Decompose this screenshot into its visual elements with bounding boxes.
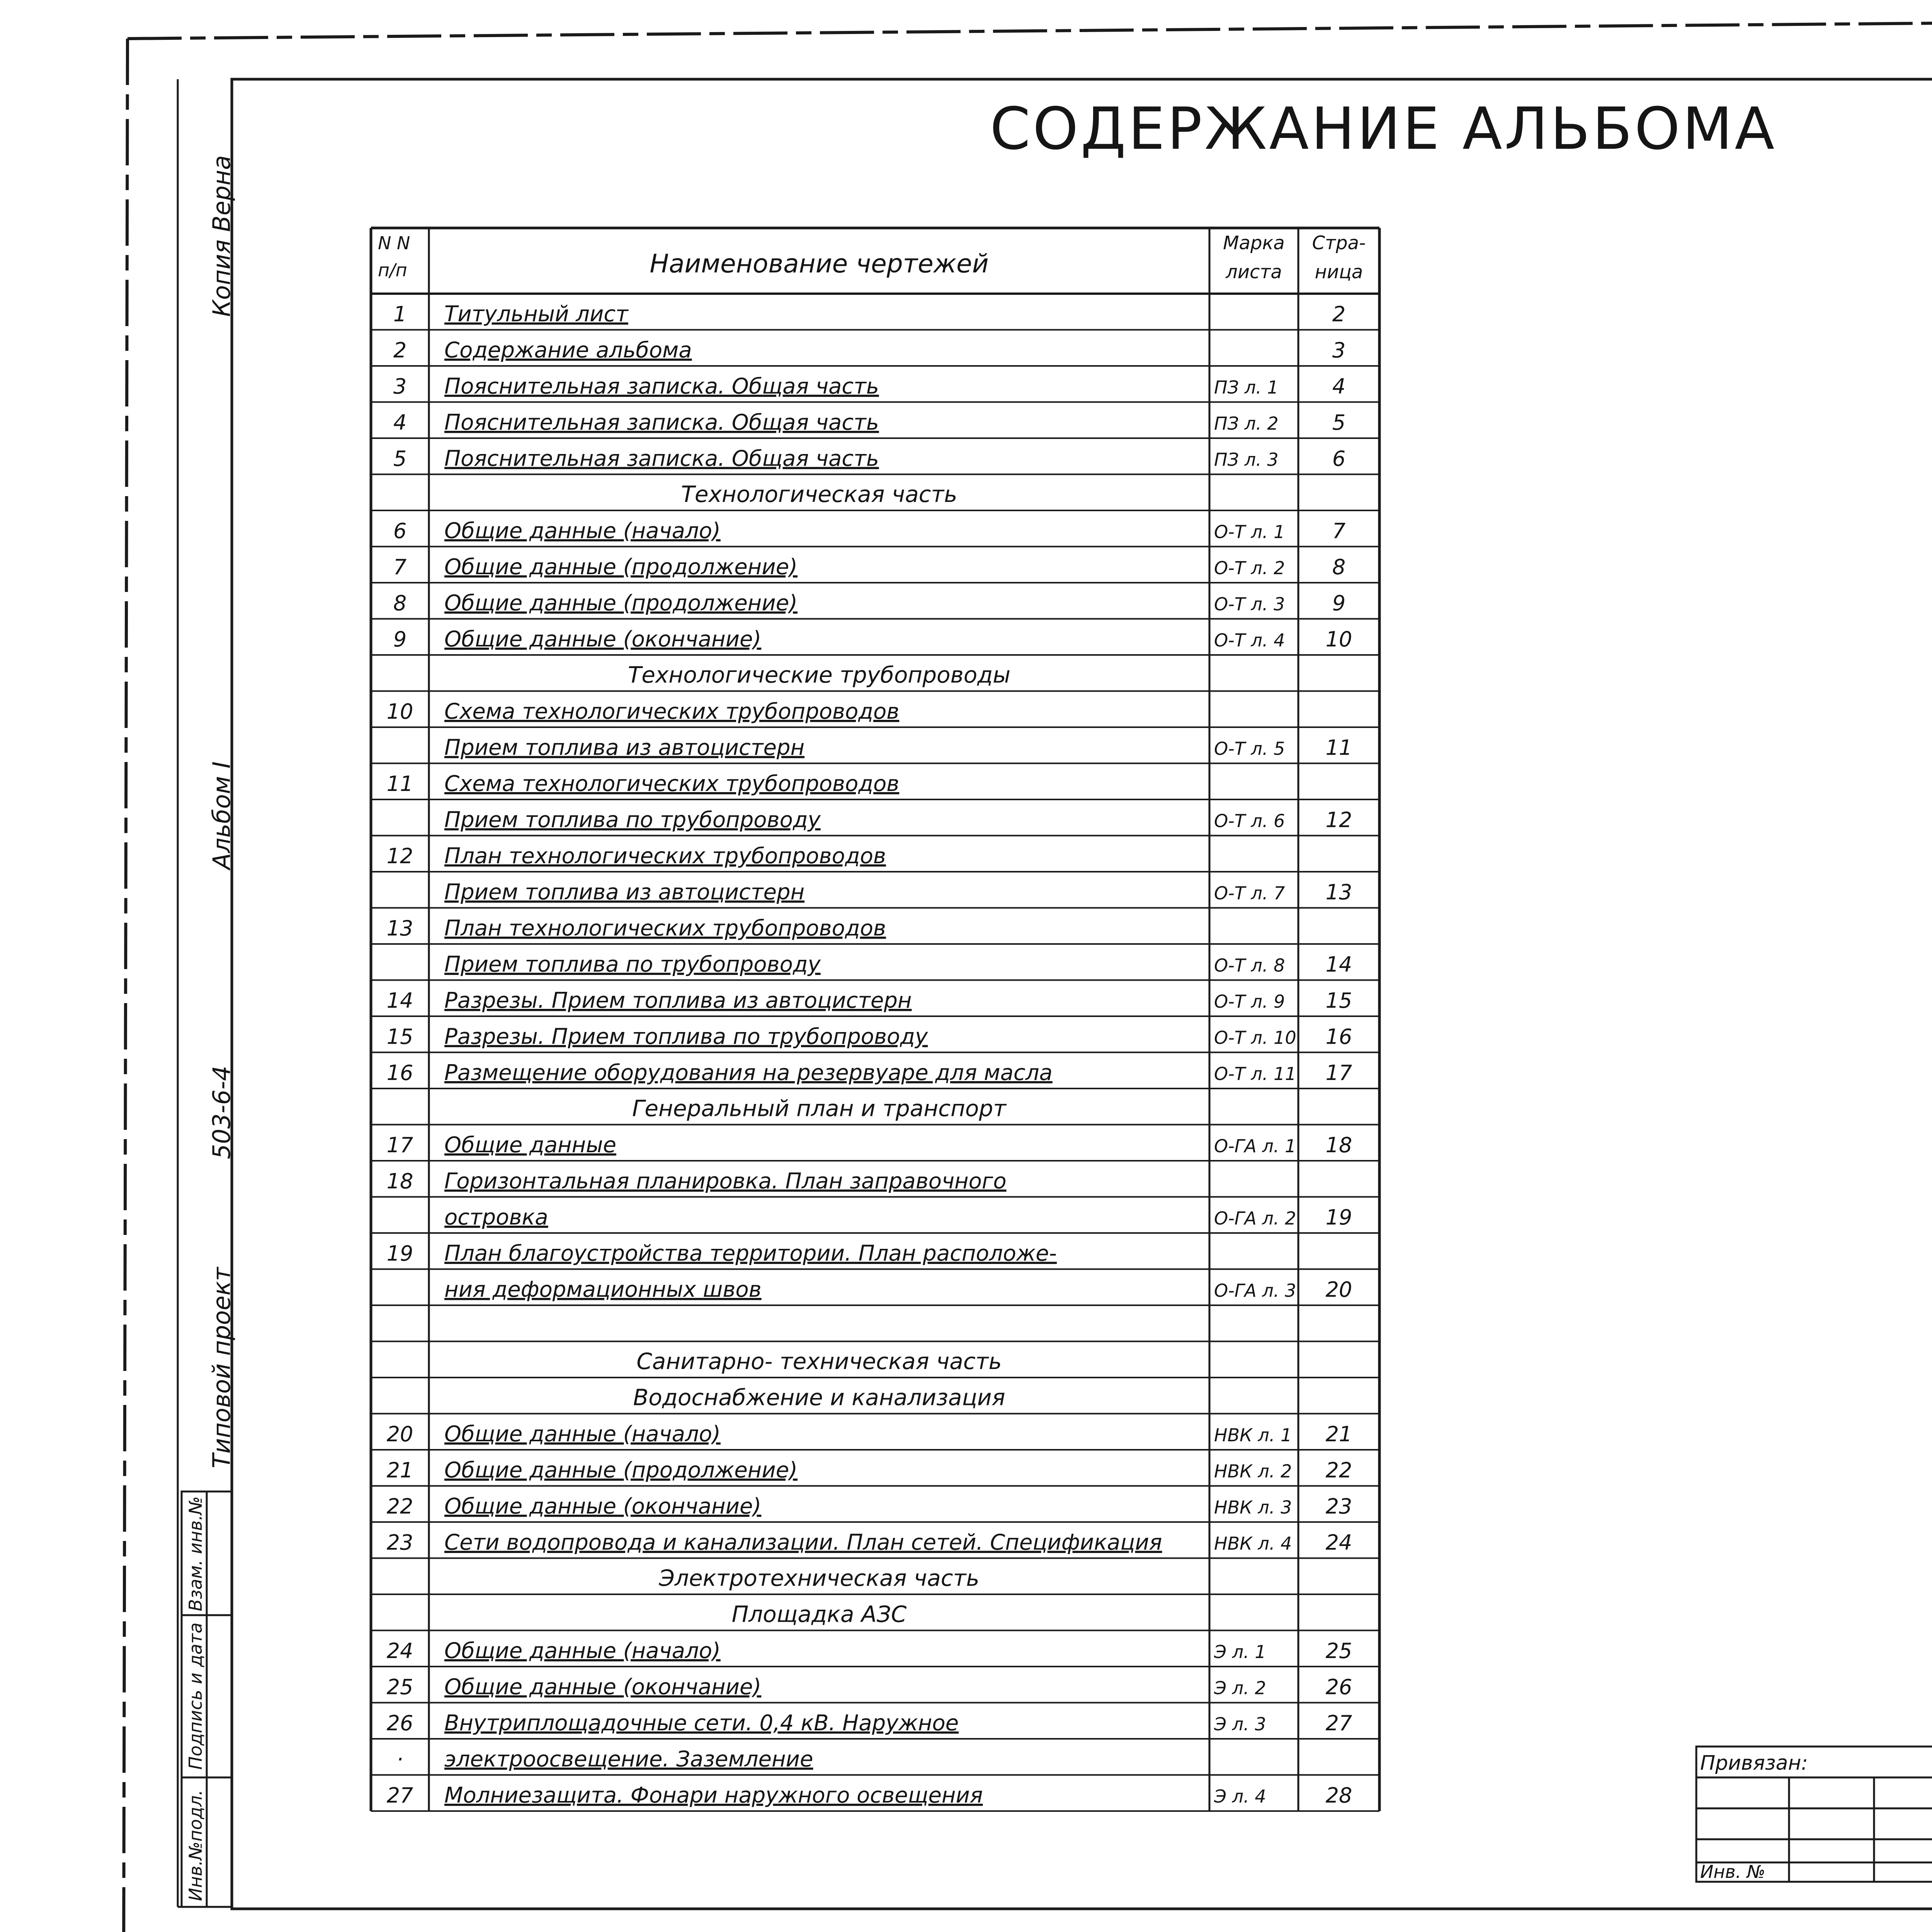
- row-name: Общие данные (окончание): [444, 1494, 762, 1519]
- row-num: 10: [386, 699, 413, 724]
- row-num: 25: [386, 1675, 413, 1699]
- row-name: электроосвещение. Заземление: [444, 1747, 813, 1772]
- row-page: 4: [1332, 374, 1346, 399]
- row-name: Общие данные (продолжение): [444, 1458, 798, 1483]
- row-page: 20: [1325, 1277, 1352, 1302]
- row-page: 8: [1332, 555, 1346, 579]
- row-name: Пояснительная записка. Общая часть: [444, 446, 879, 471]
- row-page: 14: [1325, 952, 1352, 977]
- row-page: 19: [1325, 1205, 1352, 1230]
- row-name: План благоустройства территории. План расположе-: [444, 1241, 1057, 1266]
- row-name: Общие данные (окончание): [444, 1674, 762, 1700]
- row-name: Внутриплощадочные сети. 0,4 кВ. Наружное: [444, 1711, 959, 1736]
- row-mark: НВК л. 1: [1214, 1425, 1292, 1446]
- row-num: 13: [386, 916, 413, 940]
- row-mark: Э л. 3: [1214, 1714, 1266, 1735]
- row-name: островка: [444, 1205, 548, 1230]
- row-section-title: Технологическая часть: [681, 481, 957, 507]
- row-num: ·: [396, 1747, 403, 1772]
- row-page: 10: [1325, 627, 1352, 651]
- row-page: 6: [1332, 446, 1346, 471]
- row-name: Общие данные (продолжение): [444, 590, 798, 616]
- row-mark: О-Т л. 7: [1214, 883, 1285, 904]
- row-name: План технологических трубопроводов: [444, 916, 886, 941]
- row-name: Горизонтальная планировка. План заправочного: [444, 1168, 1007, 1194]
- row-num: 11: [386, 772, 413, 796]
- row-mark: О-ГА л. 3: [1214, 1280, 1296, 1301]
- row-mark: НВК л. 4: [1214, 1533, 1292, 1554]
- row-name: Общие данные (начало): [444, 518, 721, 544]
- row-num: 1: [393, 302, 407, 327]
- row-mark: Э л. 1: [1214, 1641, 1266, 1662]
- row-mark: О-Т л. 10: [1214, 1027, 1296, 1048]
- row-name: Пояснительная записка. Общая часть: [444, 410, 879, 435]
- row-page: 27: [1325, 1711, 1352, 1735]
- row-num: 14: [386, 988, 413, 1013]
- row-num: 4: [393, 410, 407, 435]
- side-label-album: Альбом I: [207, 761, 236, 869]
- row-mark: О-Т л. 8: [1214, 955, 1285, 976]
- row-num: 9: [393, 627, 407, 651]
- header-mark-2: листа: [1226, 261, 1282, 283]
- row-section-title: Водоснабжение и канализация: [633, 1384, 1005, 1411]
- row-mark: О-ГА л. 1: [1214, 1136, 1296, 1156]
- side-label-copy: Копия Верна: [207, 155, 236, 317]
- row-page: 16: [1325, 1024, 1352, 1049]
- row-name: Общие данные (начало): [444, 1422, 721, 1447]
- header-num-2: п/п: [378, 260, 407, 281]
- page-title: СОДЕРЖАНИЕ АЛЬБОМА: [990, 95, 1777, 163]
- row-mark: О-Т л. 9: [1214, 991, 1285, 1012]
- row-num: 27: [386, 1783, 413, 1808]
- row-page: 11: [1325, 735, 1352, 760]
- row-num: 2: [393, 338, 407, 362]
- row-mark: О-Т л. 11: [1214, 1063, 1296, 1084]
- row-num: 12: [386, 844, 413, 868]
- privyazan-label: Привязан:: [1700, 1752, 1808, 1775]
- row-name: Разрезы. Прием топлива из автоцистерн: [444, 988, 912, 1013]
- row-mark: О-Т л. 3: [1214, 594, 1285, 615]
- header-num: N N: [378, 233, 410, 253]
- row-page: 5: [1332, 410, 1346, 435]
- row-name: Общие данные: [444, 1133, 616, 1158]
- row-page: 22: [1325, 1458, 1352, 1483]
- header-name: Наименование чертежей: [650, 249, 989, 279]
- row-name: Молниезащита. Фонари наружного освещения: [444, 1783, 983, 1808]
- row-page: 13: [1325, 880, 1352, 905]
- row-mark: ПЗ л. 3: [1214, 449, 1279, 470]
- row-page: 2: [1332, 302, 1346, 327]
- row-mark: ПЗ л. 2: [1214, 413, 1279, 434]
- row-num: 18: [386, 1169, 413, 1194]
- privyazan-inv-label: Инв. №: [1700, 1861, 1765, 1882]
- row-section-title: Площадка АЗС: [731, 1601, 907, 1628]
- row-num: 20: [386, 1422, 413, 1446]
- row-name: Общие данные (начало): [444, 1638, 721, 1663]
- row-page: 28: [1325, 1783, 1352, 1808]
- header-page: Стра-: [1312, 232, 1366, 254]
- row-page: 25: [1325, 1639, 1352, 1663]
- row-name: План технологических трубопроводов: [444, 844, 886, 869]
- row-page: 9: [1332, 591, 1346, 616]
- row-name: Сети водопровода и канализации. План сетей. Спецификация: [444, 1530, 1162, 1555]
- row-section-title: Генеральный план и транспорт: [632, 1095, 1007, 1122]
- row-page: 12: [1325, 808, 1352, 832]
- row-page: 15: [1325, 988, 1352, 1013]
- row-name: Прием топлива из автоцистерн: [444, 735, 805, 760]
- row-num: 15: [386, 1024, 413, 1049]
- row-mark: О-Т л. 2: [1214, 558, 1285, 578]
- row-num: 19: [386, 1241, 413, 1266]
- row-page: 23: [1325, 1494, 1352, 1519]
- row-page: 18: [1325, 1133, 1352, 1157]
- row-page: 3: [1332, 338, 1346, 362]
- row-num: 6: [393, 519, 407, 543]
- row-page: 21: [1325, 1422, 1352, 1446]
- row-num: 16: [386, 1061, 413, 1085]
- stamp-vzam: Взам. инв.№: [185, 1496, 206, 1611]
- row-name: Титульный лист: [444, 301, 628, 327]
- row-num: 26: [386, 1711, 413, 1735]
- row-page: 24: [1325, 1530, 1352, 1555]
- row-name: Прием топлива по трубопроводу: [444, 807, 821, 833]
- row-page: 7: [1332, 519, 1346, 543]
- row-mark: НВК л. 2: [1214, 1461, 1292, 1482]
- row-num: 5: [393, 446, 407, 471]
- side-label-project: Типовой проект: [207, 1267, 236, 1468]
- row-mark: О-ГА л. 2: [1214, 1208, 1296, 1229]
- row-mark: О-Т л. 1: [1214, 521, 1285, 543]
- row-name: ния деформационных швов: [444, 1277, 762, 1302]
- row-page: 26: [1325, 1675, 1352, 1699]
- row-mark: О-Т л. 6: [1214, 810, 1285, 832]
- row-mark: ПЗ л. 1: [1214, 377, 1279, 398]
- row-num: 17: [386, 1133, 413, 1157]
- row-name: Схема технологических трубопроводов: [444, 699, 900, 724]
- row-num: 3: [393, 374, 407, 399]
- row-mark: О-Т л. 4: [1214, 630, 1285, 651]
- row-num: 23: [386, 1530, 413, 1555]
- row-name: Прием топлива из автоцистерн: [444, 879, 805, 905]
- row-name: Общие данные (окончание): [444, 627, 762, 652]
- row-mark: Э л. 4: [1214, 1786, 1266, 1807]
- row-name: Прием топлива по трубопроводу: [444, 952, 821, 977]
- row-num: 7: [393, 555, 407, 579]
- header-page-2: ница: [1315, 261, 1363, 283]
- row-name: Схема технологических трубопроводов: [444, 771, 900, 796]
- row-name: Размещение оборудования на резервуаре для масла: [444, 1060, 1053, 1085]
- row-mark: НВК л. 3: [1214, 1497, 1292, 1518]
- row-num: 24: [386, 1639, 413, 1663]
- row-num: 8: [393, 591, 407, 616]
- side-label-code: 503-6-4: [207, 1066, 236, 1159]
- header-mark: Марка: [1223, 232, 1285, 254]
- row-section-title: Технологические трубопроводы: [628, 662, 1011, 688]
- row-name: Пояснительная записка. Общая часть: [444, 374, 879, 399]
- row-num: 21: [386, 1458, 413, 1483]
- row-section-title: Санитарно- техническая часть: [636, 1348, 1002, 1374]
- row-mark: Э л. 2: [1214, 1677, 1266, 1699]
- row-name: Содержание альбома: [444, 338, 692, 363]
- row-mark: О-Т л. 5: [1214, 738, 1285, 759]
- row-num: 22: [386, 1494, 413, 1519]
- row-page: 17: [1325, 1061, 1352, 1085]
- row-section-title: Электротехническая часть: [659, 1565, 980, 1591]
- row-name: Общие данные (продолжение): [444, 554, 798, 580]
- row-name: Разрезы. Прием топлива по трубопроводу: [444, 1024, 928, 1049]
- stamp-inv-podl: Инв.№подл.: [185, 1789, 206, 1901]
- stamp-sign-date: Подпись и дата: [185, 1622, 206, 1770]
- contents-table: [371, 228, 1379, 1811]
